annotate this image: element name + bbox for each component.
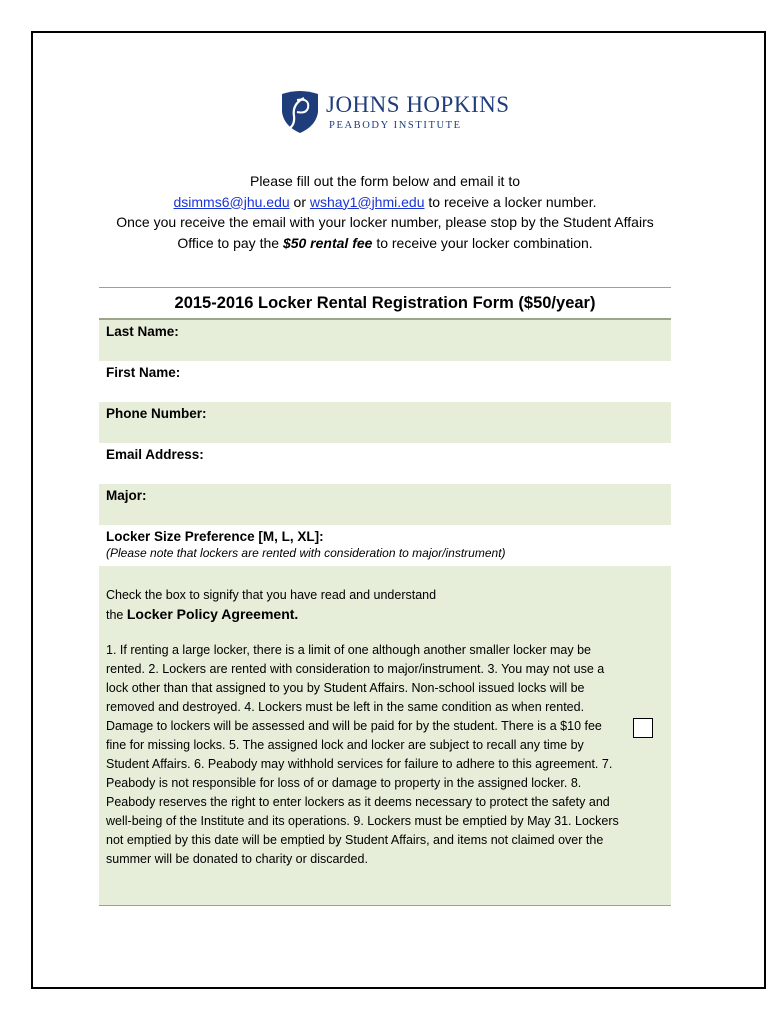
email-link-dsimms[interactable]: dsimms6@jhu.edu	[173, 193, 290, 210]
policy-agreement-title: Locker Policy Agreement.	[126, 606, 299, 622]
first-name-field[interactable]: First Name:	[106, 365, 181, 380]
intro-line-2	[60, 192, 710, 213]
shield-icon	[280, 90, 320, 134]
phone-number-field[interactable]: Phone Number:	[99, 402, 671, 443]
johns-hopkins-peabody-logo	[280, 90, 510, 140]
locker-size-field[interactable]	[99, 525, 671, 566]
email-address-field[interactable]: Email Address:	[106, 447, 204, 462]
policy-agreement-checkbox[interactable]	[633, 718, 653, 738]
policy-section	[99, 566, 671, 906]
registration-form	[99, 287, 671, 906]
intro-line-1: Please fill out the form below and email it to	[249, 173, 521, 189]
intro-line-2-end: to receive a locker number.	[428, 193, 597, 210]
major-field[interactable]: Major:	[99, 484, 671, 525]
locker-size-note: (Please note that lockers are rented with consideration to major/instrument)	[106, 546, 506, 560]
instructions	[60, 171, 710, 253]
or-text: or	[293, 193, 306, 210]
email-link-wshay[interactable]: wshay1@jhmi.edu	[309, 193, 425, 210]
policy-text: 1. If renting a large locker, there is a limit of one although another smaller locker may be rented. 2. Lockers are rented with consideration to major/instrument. 3. You may not use a lock other than that assigned to you by Student Affairs. Non-school issued locks will be removed and destroyed. 4. Lockers must be left in the same condition as when rented. Damage to lockers will be assessed and will be paid for by the student. There is a $10 fee fine for missing locks. 5. The assigned lock and locker are subject to recall any time by Student Affairs. 6. Peabody may withhold services for failure to adhere to this agreement. 7. Peabody is not responsible for loss of or damage to property in the assigned locker. 8. Peabody reserves the right to enter lockers as it deems necessary to protect the safety and well-being of the Institute and its operations. 9. Lockers must be emptied by May 31. Lockers not emptied by this date will be emptied by Student Affairs, and items not claimed over the summer will be donated to charity or discarded.	[106, 643, 619, 866]
last-name-field[interactable]: Last Name:	[99, 320, 671, 361]
rental-fee: $50 rental fee	[282, 234, 373, 251]
logo-name: JOHNS HOPKINS	[326, 92, 510, 117]
intro-line-4: Office to pay the $50 rental fee to receive your locker combination.	[177, 234, 593, 251]
logo-subname: PEABODY INSTITUTE	[329, 120, 462, 131]
policy-instructions: Check the box to signify that you have read and understand the Locker Policy Agreement.	[106, 588, 437, 622]
intro-line-3: Once you receive the email with your locker number, please stop by the Student Affairs	[116, 214, 654, 230]
form-title: 2015-2016 Locker Rental Registration Form ($50/year)	[99, 287, 671, 320]
locker-size-label: Locker Size Preference [M, L, XL]:	[106, 529, 324, 544]
